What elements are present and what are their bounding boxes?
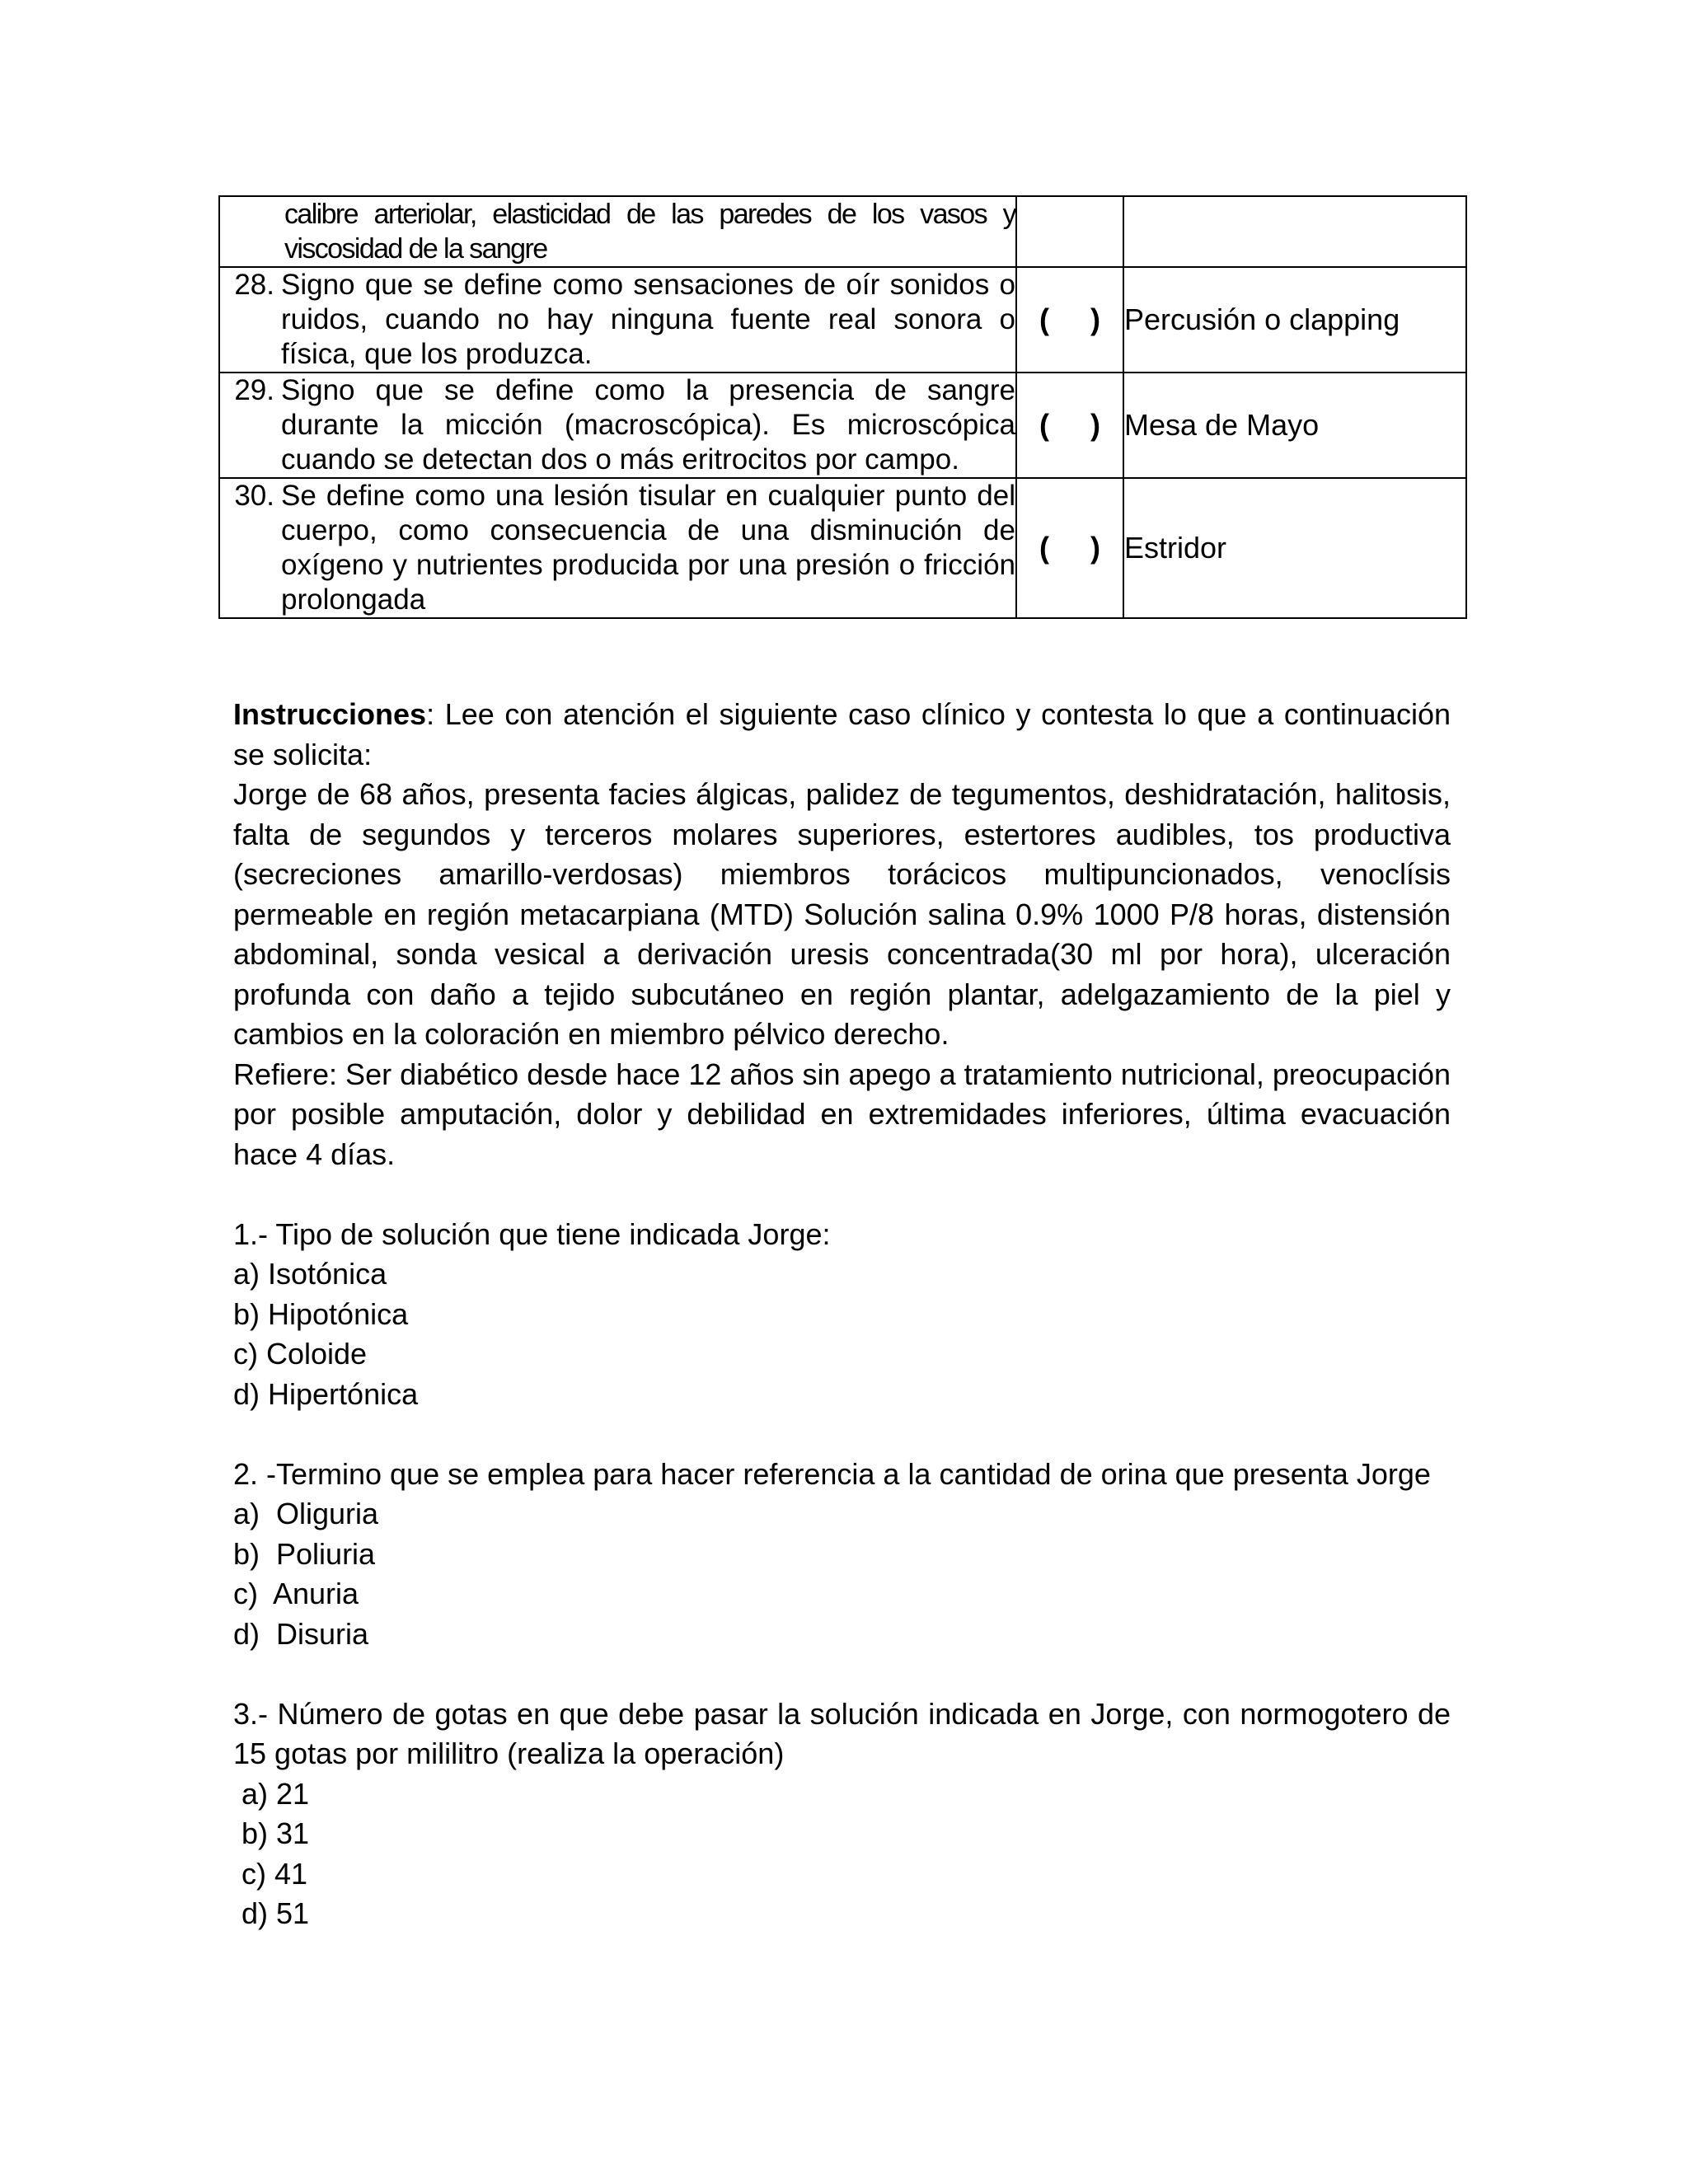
case-paragraph: Jorge de 68 años, presenta facies álgicas, palidez de tegumentos, deshidratación, halitosis, falta de segundos y terceros molares superiores, estertores audibles, tos productiva (secreciones amarillo-verdosas) miembros torácicos multipuncionados, venoclísis permeable en región metacarpiana (MTD) Solución salina 0.9% 1000 P/8 horas, distensión abdominal, sonda vesical a derivación uresis concentrada(30 ml por hora), ulceración profunda con daño a tejido subcutáneo en región plantar, adelgazamiento de la piel y cambios en la coloración en miembro pélvico derecho. [233,777,1451,1051]
question-block [233,1455,1451,1655]
answer-option: Percusión o clapping [1123,267,1466,373]
question-cell [219,478,1016,618]
question-block [233,1215,1451,1415]
question-stem: 1.- Tipo de solución que tiene indicada Jorge: [233,1216,831,1251]
answer-parenthesis-cell [1016,196,1123,267]
question-number: 29. [234,374,274,406]
instructions [233,695,1451,775]
answer-parenthesis: ( ) [1016,373,1123,478]
answer-parenthesis: ( ) [1016,267,1123,373]
question-cell [219,267,1016,373]
answer-option: a) 21 [233,1776,310,1811]
question-text: calibre arteriolar, elasticidad de las paredes de los vasos y viscosidad de la sangre [284,199,1015,265]
answer-option: a) Isotónica [233,1257,387,1291]
answer-option: c) Coloide [233,1337,368,1371]
matching-table [218,195,1467,619]
answer-parenthesis: ( ) [1016,478,1123,618]
table-row [219,267,1466,373]
case-paragraph: Refiere: Ser diabético desde hace 12 años sin apego a tratamiento nutricional, preocupación por posible amputación, dolor y debilidad en extremidades inferiores, última evacuación hace 4 días. [233,1057,1451,1171]
table-row [219,373,1466,478]
answer-option: d) Disuria [233,1616,369,1651]
question-cell [219,373,1016,478]
question-text: Signo que se define como la presencia de sangre durante la micción (macroscópica). Es microscópica cuando se detectan dos o más eritrocitos por campo. [281,374,1015,476]
answer-option: Mesa de Mayo [1123,373,1466,478]
answer-option: b) Poliuria [233,1536,376,1571]
answer-option: c) Anuria [233,1577,359,1610]
question-text: Signo que se define como sensaciones de oír sonidos o ruidos, cuando no hay ninguna fuente real sonora o física, que los produzca. [281,269,1015,370]
instructions-label: Instrucciones [233,697,427,731]
question-stem: 3.- Número de gotas en que debe pasar la solución indicada en Jorge, con normogotero de 15 gotas por mililitro (realiza la operación) [233,1696,1451,1770]
table-row [219,478,1466,618]
question-stem: 2. -Termino que se emplea para hacer referencia a la cantidad de orina que presenta Jorge [233,1456,1431,1491]
instructions-text: : Lee con atención el siguiente caso clínico y contesta lo que a continuación se solicita: [233,697,1451,771]
answer-option: d) Hipertónica [233,1376,419,1411]
question-number: 28. [234,269,274,301]
table-row [219,196,1466,267]
case-section [233,695,1451,1934]
answer-option: c) 41 [233,1856,308,1891]
answer-option: a) Oliguria [233,1497,379,1530]
answer-option: Estridor [1123,478,1466,618]
answer-option: d) 51 [233,1896,310,1930]
question-number: 30. [234,480,274,512]
answer-option-cell [1123,196,1466,267]
question-text: Se define como una lesión tisular en cualquier punto del cuerpo, como consecuencia de una disminución de oxígeno y nutrientes producida por una presión o fricción prolongada [281,480,1015,616]
answer-option: b) 31 [233,1816,310,1850]
question-cell [219,196,1016,267]
question-block [233,1694,1451,1934]
answer-option: b) Hipotónica [233,1296,409,1331]
